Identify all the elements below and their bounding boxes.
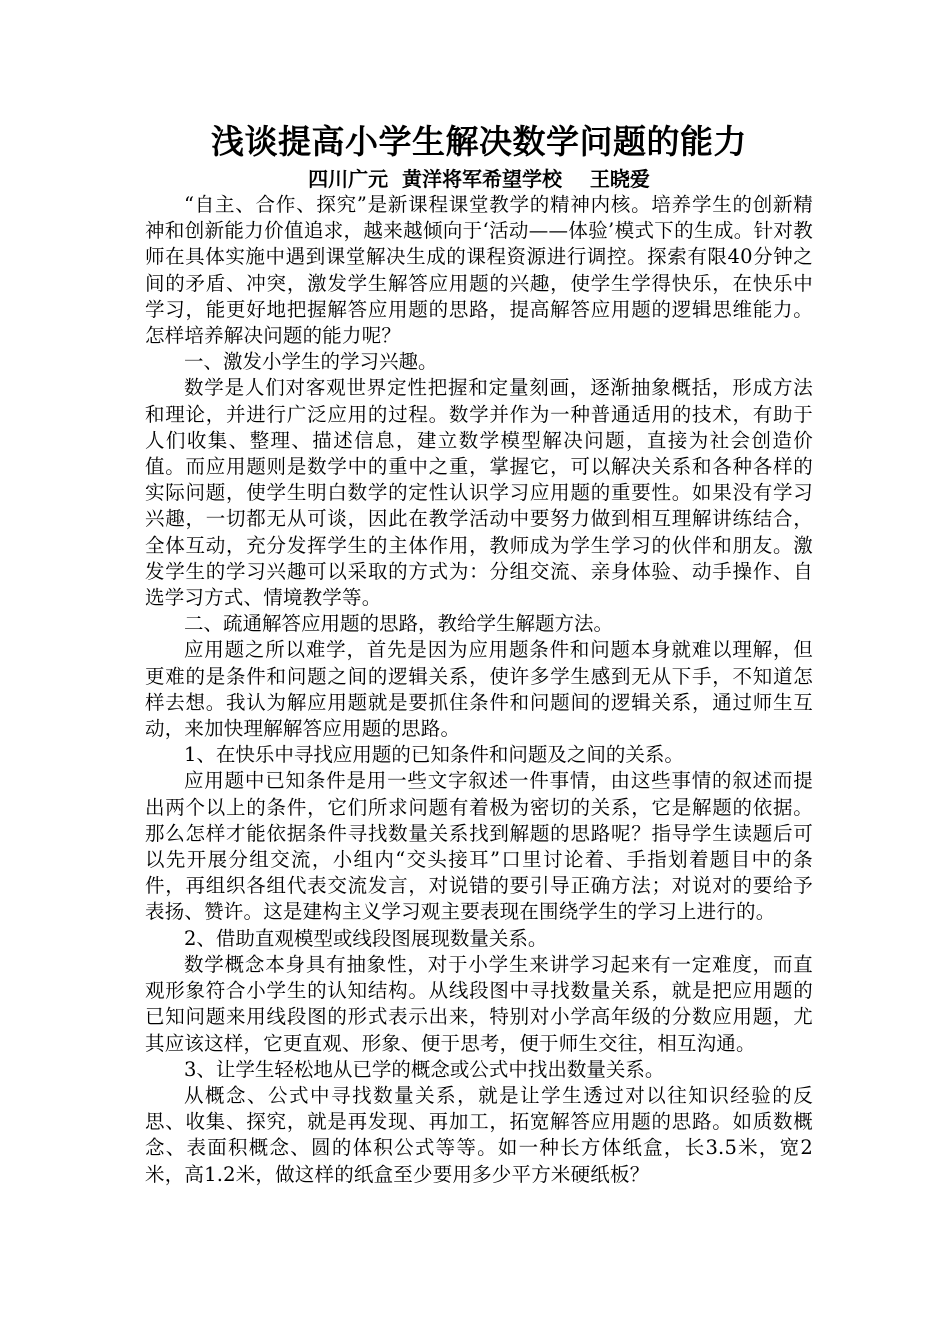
section-heading-2: 二、疏通解答应用题的思路，教给学生解题方法。 [184,612,614,636]
subsection-heading-3: 3、让学生轻松地从已学的概念或公式中找出数量关系。 [184,1057,665,1081]
document-title: 浅谈提高小学生解决数学问题的能力 [211,122,747,161]
paragraph-section-2: 应用题之所以难学，首先是因为应用题条件和问题本身就难以理解，但更难的是条件和问题之间的逻辑关系，使许多学生感到无从下手，不知道怎样去想。我认为解应用题就是要抓住条件和问题间的逻辑关系，通过师生互动，来加快理解解答应用题的思路。 [145,638,813,741]
paragraph-subsection-3: 从概念、公式中寻找数量关系，就是让学生透过对以往知识经验的反思、收集、探究，就是再发现、再加工，拓宽解答应用题的思路。如质数概念、表面积概念、圆的体积公式等等。如一种长方体纸盒，长3.5米，宽2米，高1.2米，做这样的纸盒至少要用多少平方米硬纸板？ [145,1083,813,1186]
author-byline: 四川广元 黄洋将军希望学校 王晓爱 [308,167,650,191]
section-heading-1: 一、激发小学生的学习兴趣。 [184,350,438,374]
paragraph-subsection-2: 数学概念本身具有抽象性，对于小学生来讲学习起来有一定难度，而直观形象符合小学生的认知结构。从线段图中寻找数量关系，就是把应用题的已知问题来用线段图的形式表示出来，特别对小学高年级的分数应用题，尤其应该这样，它更直观、形象、便于思考，便于师生交往，相互沟通。 [145,952,813,1055]
document-page [145,120,813,1188]
subsection-heading-1: 1、在快乐中寻找应用题的已知条件和问题及之间的关系。 [184,743,684,767]
paragraph-section-1: 数学是人们对客观世界定性把握和定量刻画，逐渐抽象概括，形成方法和理论，并进行广泛应用的过程。数学并作为一种普通适用的技术，有助于人们收集、整理、描述信息，建立数学模型解决问题，直接为社会创造价值。而应用题则是数学中的重中之重，掌握它，可以解决关系和各种各样的实际问题，使学生明白数学的定性认识学习应用题的重要性。如果没有学习兴趣，一切都无从可谈，因此在教学活动中要努力做到相互理解讲练结合，全体互动，充分发挥学生的主体作用，教师成为学生学习的伙伴和朋友。激发学生的学习兴趣可以采取的方式为：分组交流、亲身体验、动手操作、自选学习方式、情境教学等。 [145,376,813,610]
subsection-heading-2: 2、借助直观模型或线段图展现数量关系。 [184,926,548,950]
paragraph-intro: “自主、合作、探究”是新课程课堂教学的精神内核。培养学生的创新精神和创新能力价值追求，越来越倾向于‘活动——体验’模式下的生成。针对教师在具体实施中遇到课堂解决生成的课程资源进行调控。探索有限40分钟之间的矛盾、冲突，激发学生解答应用题的兴趣，使学生学得快乐，在快乐中学习，能更好地把握解答应用题的思路，提高解答应用题的逻辑思维能力。怎样培养解决问题的能力呢？ [145,193,813,348]
paragraph-subsection-1: 应用题中已知条件是用一些文字叙述一件事情，由这些事情的叙述而提出两个以上的条件，它们所求问题有着极为密切的关系，它是解题的依据。那么怎样才能依据条件寻找数量关系找到解题的思路呢？指导学生读题后可以先开展分组交流，小组内“交头接耳”口里讨论着、手指划着题目中的条件，再组织各组代表交流发言，对说错的要引导正确方法；对说对的要给予表扬、赞许。这是建构主义学习观主要表现在围绕学生的学习上进行的。 [145,769,813,924]
